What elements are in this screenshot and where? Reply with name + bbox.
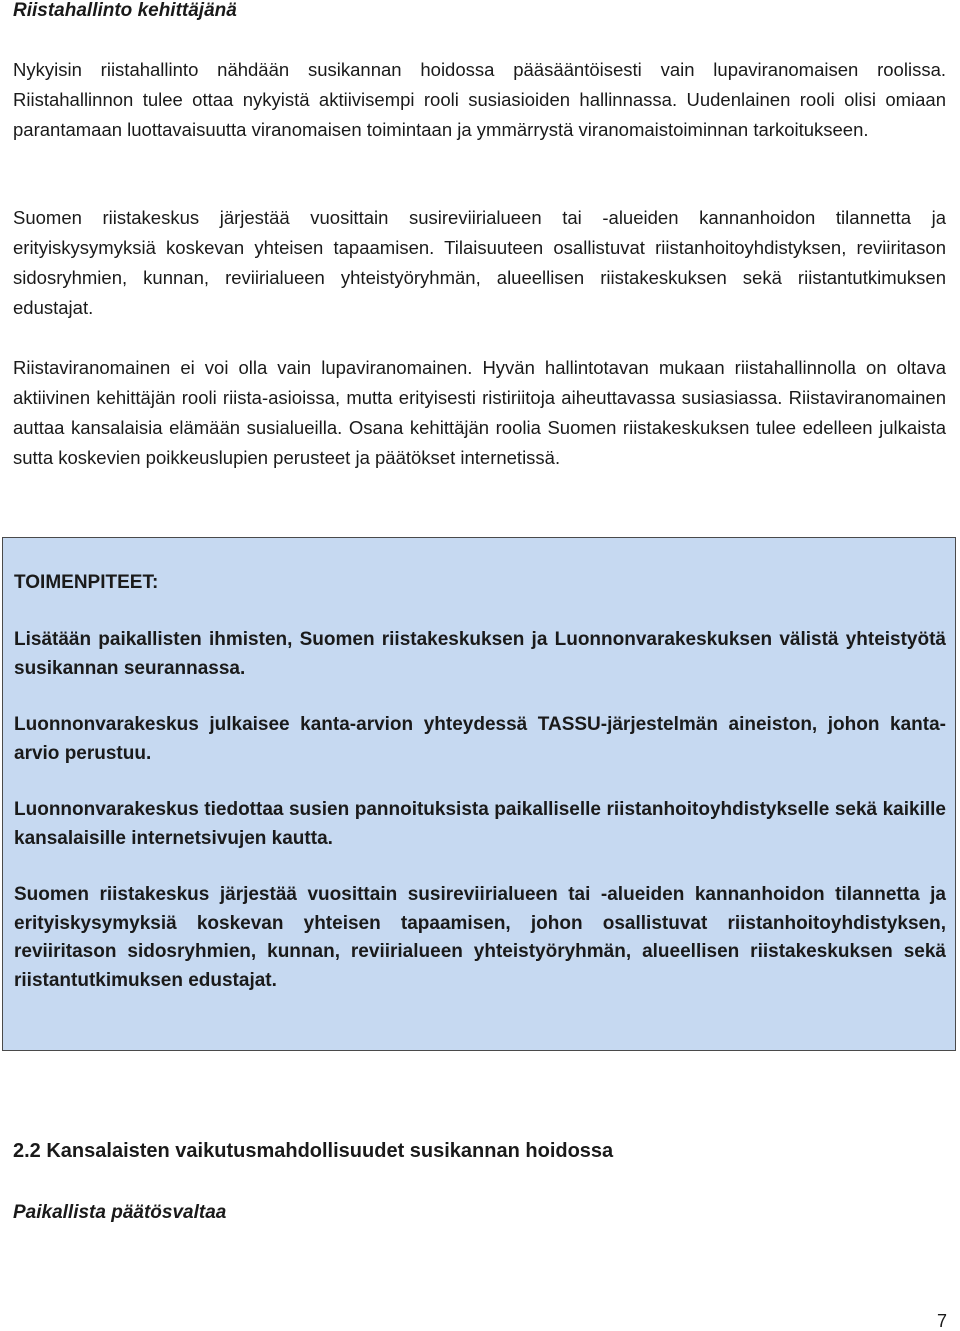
paragraph-3: Riistaviranomainen ei voi olla vain lupaviranomainen. Hyvän hallintotavan mukaan riistahallinnolla on oltava aktiivinen kehittäjän rooli riista-asioissa, mutta erityisesti ristiriitoja aiheuttavassa susiasiassa. Riistaviranomainen auttaa kansalaisia elämään susialueilla. Osana kehittäjän roolia Suomen riistakeskuksen tulee edelleen julkaista sutta koskevien poikkeuslupien perusteet ja päätökset internetissä. (13, 357, 946, 468)
actions-box (2, 537, 956, 1051)
action-item-2: Luonnonvarakeskus julkaisee kanta-arvion yhteydessä TASSU-järjestelmän aineiston, johon kanta-arvio perustuu. (14, 714, 946, 764)
actions-box-title: TOIMENPITEET: (14, 572, 159, 593)
section-title: 2.2 Kansalaisten vaikutusmahdollisuudet susikannan hoidossa (13, 1140, 614, 1162)
action-item-3: Luonnonvarakeskus tiedottaa susien pannoituksista paikalliselle riistanhoitoyhdistykselle sekä kaikille kansalaisille internetsivujen kautta. (14, 799, 946, 849)
subsection-heading: Riistahallinto kehittäjänä (13, 0, 237, 21)
action-item-1: Lisätään paikallisten ihmisten, Suomen riistakeskuksen ja Luonnonvarakeskuksen välistä yhteistyötä susikannan seurannassa. (14, 629, 946, 679)
paragraph-1: Nykyisin riistahallinto nähdään susikannan hoidossa pääsääntöisesti vain lupaviranomaisen roolissa. Riistahallinnon tulee ottaa nykyistä aktiivisempi rooli susiasioiden hallinnassa. Uudenlainen rooli olisi omiaan parantamaan luottavaisuutta viranomaisen toimintaan ja ymmärrystä viranomaistoiminnan tarkoitukseen. (13, 59, 946, 140)
paragraph-2: Suomen riistakeskus järjestää vuosittain susireviirialueen tai -alueiden kannanhoidon tilannetta ja erityiskysymyksiä koskevan yhteisen tapaamisen. Tilaisuuteen osallistuvat riistanhoitoyhdistyksen, reviiritason sidosryhmien, kunnan, reviirialueen yhteistyöryhmän, alueellisen riistakeskuksen sekä riistantutkimuksen edustajat. (13, 207, 946, 318)
page-number: 7 (936, 1311, 947, 1331)
section-subheading: Paikallista päätösvaltaa (13, 1202, 227, 1223)
action-item-4: Suomen riistakeskus järjestää vuosittain susireviirialueen tai -alueiden kannanhoidon tilannetta ja erityiskysymyksiä koskevan yhteisen tapaamisen, johon osallistuvat riistanhoitoyhdistyksen, reviiritason sidosryhmien, kunnan, reviirialueen yhteistyöryhmän, alueellisen riistakeskuksen sekä riistantutkimuksen edustajat. (14, 884, 946, 991)
